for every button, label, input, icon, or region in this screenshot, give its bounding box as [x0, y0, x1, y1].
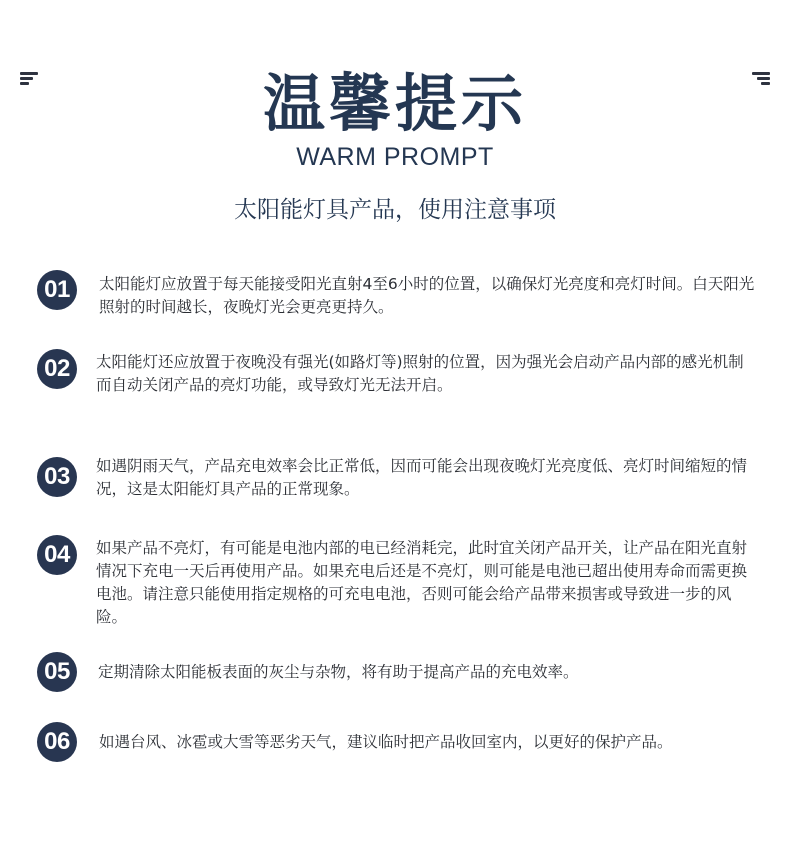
item-text: 太阳能灯还应放置于夜晚没有强光(如路灯等)照射的位置，因为强光会启动产品内部的感光机制而自动关闭产品的亮灯功能，或导致灯光无法开启。	[96, 353, 744, 394]
page-title: 温馨提示	[262, 67, 527, 140]
section-heading: 太阳能灯具产品，使用注意事项	[234, 197, 556, 223]
item-text: 如果产品不亮灯，有可能是电池内部的电已经消耗完，此时宜关闭产品开关，让产品在阳光直射情况下充电一天后再使用产品。如果充电后还是不亮灯，则可能是电池已超出使用寿命而需更换电池。请注意只能使用指定规格的可充电电池，否则可能会给产品带来损害或导致进一步的风险。	[96, 539, 748, 626]
item-number-badge: 04	[37, 535, 77, 575]
item-text: 如遇台风、冰雹或大雪等恶劣天气，建议临时把产品收回室内，以更好的保护产品。	[99, 733, 673, 751]
item-number-badge: 03	[37, 457, 77, 497]
page-subtitle: WARM PROMPT	[296, 143, 494, 171]
item-number-badge: 01	[37, 270, 77, 310]
item-number-badge: 05	[37, 652, 77, 692]
item-text: 如遇阴雨天气，产品充电效率会比正常低，因而可能会出现夜晚灯光亮度低、亮灯时间缩短的情况，这是太阳能灯具产品的正常现象。	[96, 457, 748, 498]
item-number-badge: 02	[37, 349, 77, 389]
item-number-badge: 06	[37, 722, 77, 762]
item-text: 定期清除太阳能板表面的灰尘与杂物，将有助于提高产品的充电效率。	[98, 663, 579, 681]
item-text: 太阳能灯应放置于每天能接受阳光直射4至6小时的位置，以确保灯光亮度和亮灯时间。白天阳光照射的时间越长，夜晚灯光会更亮更持久。	[99, 275, 755, 316]
